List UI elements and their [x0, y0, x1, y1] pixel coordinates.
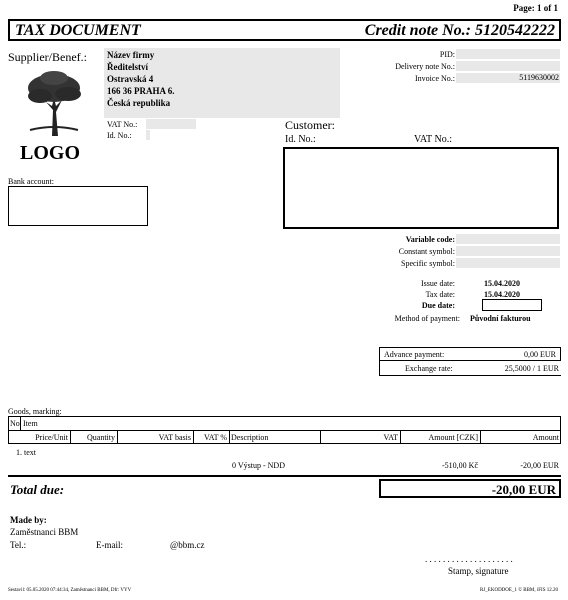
credit-note-number: Credit note No.: 5120542222	[364, 22, 555, 39]
payment-method-label: Method of payment:	[394, 314, 460, 323]
goods-col-divider-5	[320, 430, 321, 444]
header-bar	[8, 19, 561, 41]
payment-method-value: Původní fakturou	[470, 314, 531, 323]
col-vat: VAT	[383, 433, 398, 442]
total-divider	[8, 475, 561, 477]
supplier-name: Název firmy	[107, 50, 155, 60]
tax-date-label: Tax date:	[425, 290, 455, 299]
advance-payment-value: 0,00 EUR	[524, 350, 556, 359]
total-due-value: -20,00 EUR	[491, 482, 556, 497]
total-due-label: Total due:	[10, 482, 65, 497]
col-item: Item	[23, 419, 38, 428]
tax-date-value: 15.04.2020	[484, 290, 520, 299]
document-title: TAX DOCUMENT	[15, 22, 141, 39]
exchange-rate-value: 25,5000 / 1 EUR	[504, 364, 559, 373]
customer-label: Customer:	[285, 118, 335, 132]
col-vat-percent: VAT %	[203, 433, 227, 442]
supplier-country: Česká republika	[107, 98, 171, 108]
due-date-label: Due date:	[421, 301, 455, 310]
advance-payment-box	[379, 347, 561, 361]
bank-account-box	[8, 186, 148, 226]
specific-symbol-label: Specific symbol:	[401, 259, 455, 268]
goods-row-detail: 0 Výstup - NDD	[232, 461, 285, 470]
variable-code-label: Variable code:	[405, 235, 455, 244]
supplier-line2: Ředitelství	[107, 62, 148, 72]
exchange-rate-label: Exchange rate:	[405, 364, 453, 373]
goods-col-divider-4	[229, 430, 230, 444]
customer-vat-label: VAT No.:	[414, 134, 452, 145]
exchange-rate-line	[379, 375, 561, 376]
delivery-note-label: Delivery note No.:	[395, 62, 455, 71]
goods-no-divider	[20, 416, 21, 430]
supplier-city: 166 36 PRAHA 6.	[107, 86, 175, 96]
supplier-id-label: Id. No.:	[107, 131, 132, 140]
col-no: No	[10, 419, 20, 428]
specific-symbol-value	[456, 258, 560, 268]
goods-col-divider-7	[480, 430, 481, 444]
variable-code-value	[456, 234, 560, 244]
footer-right: RJ_EKODDOE_1 © BBM, iFIS 12.20	[480, 588, 558, 593]
tel-label: Tel.:	[10, 540, 27, 550]
goods-label: Goods, marking:	[8, 407, 62, 416]
supplier-id-value	[146, 130, 150, 140]
goods-row-item: 1. text	[16, 448, 36, 457]
col-quantity: Quantity	[87, 433, 115, 442]
customer-id-label: Id. No.:	[285, 134, 316, 145]
exchange-rate-left-border	[379, 361, 380, 376]
invoice-value: 5119630002	[456, 73, 560, 83]
delivery-note-value	[456, 61, 560, 71]
goods-row-amount: -20,00 EUR	[520, 461, 559, 470]
constant-symbol-value	[456, 246, 560, 256]
issue-date-label: Issue date:	[421, 279, 455, 288]
supplier-vat-label: VAT No.:	[107, 120, 138, 129]
goods-col-divider-6	[400, 430, 401, 444]
col-amount: Amount	[532, 433, 559, 442]
advance-payment-label: Advance payment:	[384, 350, 445, 359]
issue-date-value: 15.04.2020	[484, 279, 520, 288]
total-due-box	[379, 479, 561, 498]
goods-col-divider-1	[70, 430, 71, 444]
supplier-label: Supplier/Benef.:	[8, 50, 87, 64]
made-by-label: Made by:	[10, 515, 47, 525]
col-amount-czk: Amount [CZK]	[428, 433, 478, 442]
customer-address-box	[283, 147, 559, 229]
goods-row-amount-czk: -510,00 Kč	[442, 461, 478, 470]
col-vat-basis: VAT basis	[158, 433, 191, 442]
col-price-unit: Price/Unit	[35, 433, 68, 442]
pid-label: PID:	[439, 50, 455, 59]
tree-logo-icon	[26, 70, 82, 136]
footer-left: Sestavil: 05.05.2020 07:44:34, Zaměstnanci BBM, Dfr: VYV	[8, 588, 132, 593]
signature-line: . . . . . . . . . . . . . . . . . . . .	[425, 554, 513, 564]
invoice-label: Invoice No.:	[415, 74, 455, 83]
goods-header-divider	[8, 430, 561, 431]
col-description: Description	[231, 433, 269, 442]
stamp-label: Stamp, signature	[448, 566, 509, 576]
bank-account-label: Bank account:	[8, 177, 54, 186]
due-date-box	[482, 299, 542, 311]
logo-text: LOGO	[20, 142, 81, 164]
constant-symbol-label: Constant symbol:	[398, 247, 455, 256]
email-label: E-mail:	[96, 540, 123, 550]
supplier-address-block	[104, 48, 340, 118]
pid-value	[456, 49, 560, 59]
page-number: Page: 1 of 1	[513, 3, 558, 13]
email-value: @bbm.cz	[170, 540, 205, 550]
supplier-vat-value	[146, 119, 196, 129]
supplier-street: Ostravská 4	[107, 74, 154, 84]
goods-col-divider-2	[117, 430, 118, 444]
made-by-name: Zaměstnanci BBM	[10, 527, 79, 537]
